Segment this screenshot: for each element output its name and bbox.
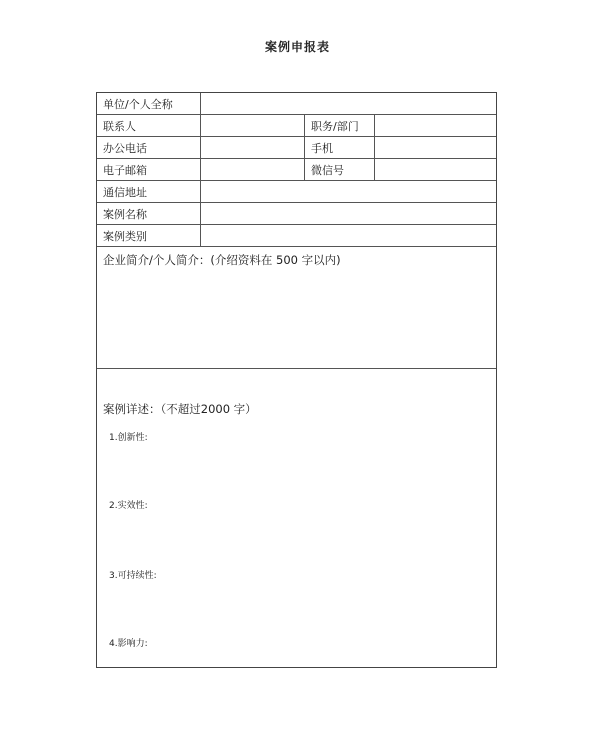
intro-label: 企业简介/个人简介：(介绍资料在 500 字以内) <box>103 253 341 267</box>
input-office-phone[interactable] <box>200 137 304 158</box>
label-wechat: 微信号 <box>304 159 374 180</box>
label-unit-name: 单位/个人全称 <box>103 97 173 111</box>
label-office-phone: 办公电话 <box>103 141 147 155</box>
intro-section[interactable] <box>97 247 496 369</box>
label-address: 通信地址 <box>103 185 147 199</box>
detail-item-influence: 4.影响力: <box>109 639 148 649</box>
row-case-name <box>97 203 496 225</box>
detail-item-effectiveness: 2.实效性: <box>109 501 148 511</box>
input-unit-name[interactable] <box>200 93 496 114</box>
label-position: 职务/部门 <box>304 115 374 136</box>
input-position[interactable] <box>374 115 496 136</box>
label-case-category: 案例类别 <box>103 229 147 243</box>
label-mobile: 手机 <box>304 137 374 158</box>
input-wechat[interactable] <box>374 159 496 180</box>
input-case-name[interactable] <box>200 203 496 224</box>
row-email <box>97 159 496 181</box>
application-form <box>96 92 497 668</box>
input-address[interactable] <box>200 181 496 202</box>
row-contact <box>97 115 496 137</box>
label-case-name: 案例名称 <box>103 207 147 221</box>
row-phone <box>97 137 496 159</box>
form-title: 案例申报表 <box>264 40 330 54</box>
input-email[interactable] <box>200 159 304 180</box>
label-email: 电子邮箱 <box>103 163 147 177</box>
details-section[interactable] <box>97 369 496 667</box>
row-address <box>97 181 496 203</box>
detail-item-innovation: 1.创新性: <box>109 433 148 443</box>
detail-item-sustainability: 3.可持续性: <box>109 571 157 581</box>
details-label: 案例详述：（不超过2000 字） <box>103 402 257 416</box>
row-case-category <box>97 225 496 247</box>
input-contact[interactable] <box>200 115 304 136</box>
input-case-category[interactable] <box>200 225 496 246</box>
label-contact: 联系人 <box>103 119 136 133</box>
row-unit-name <box>97 93 496 115</box>
input-mobile[interactable] <box>374 137 496 158</box>
